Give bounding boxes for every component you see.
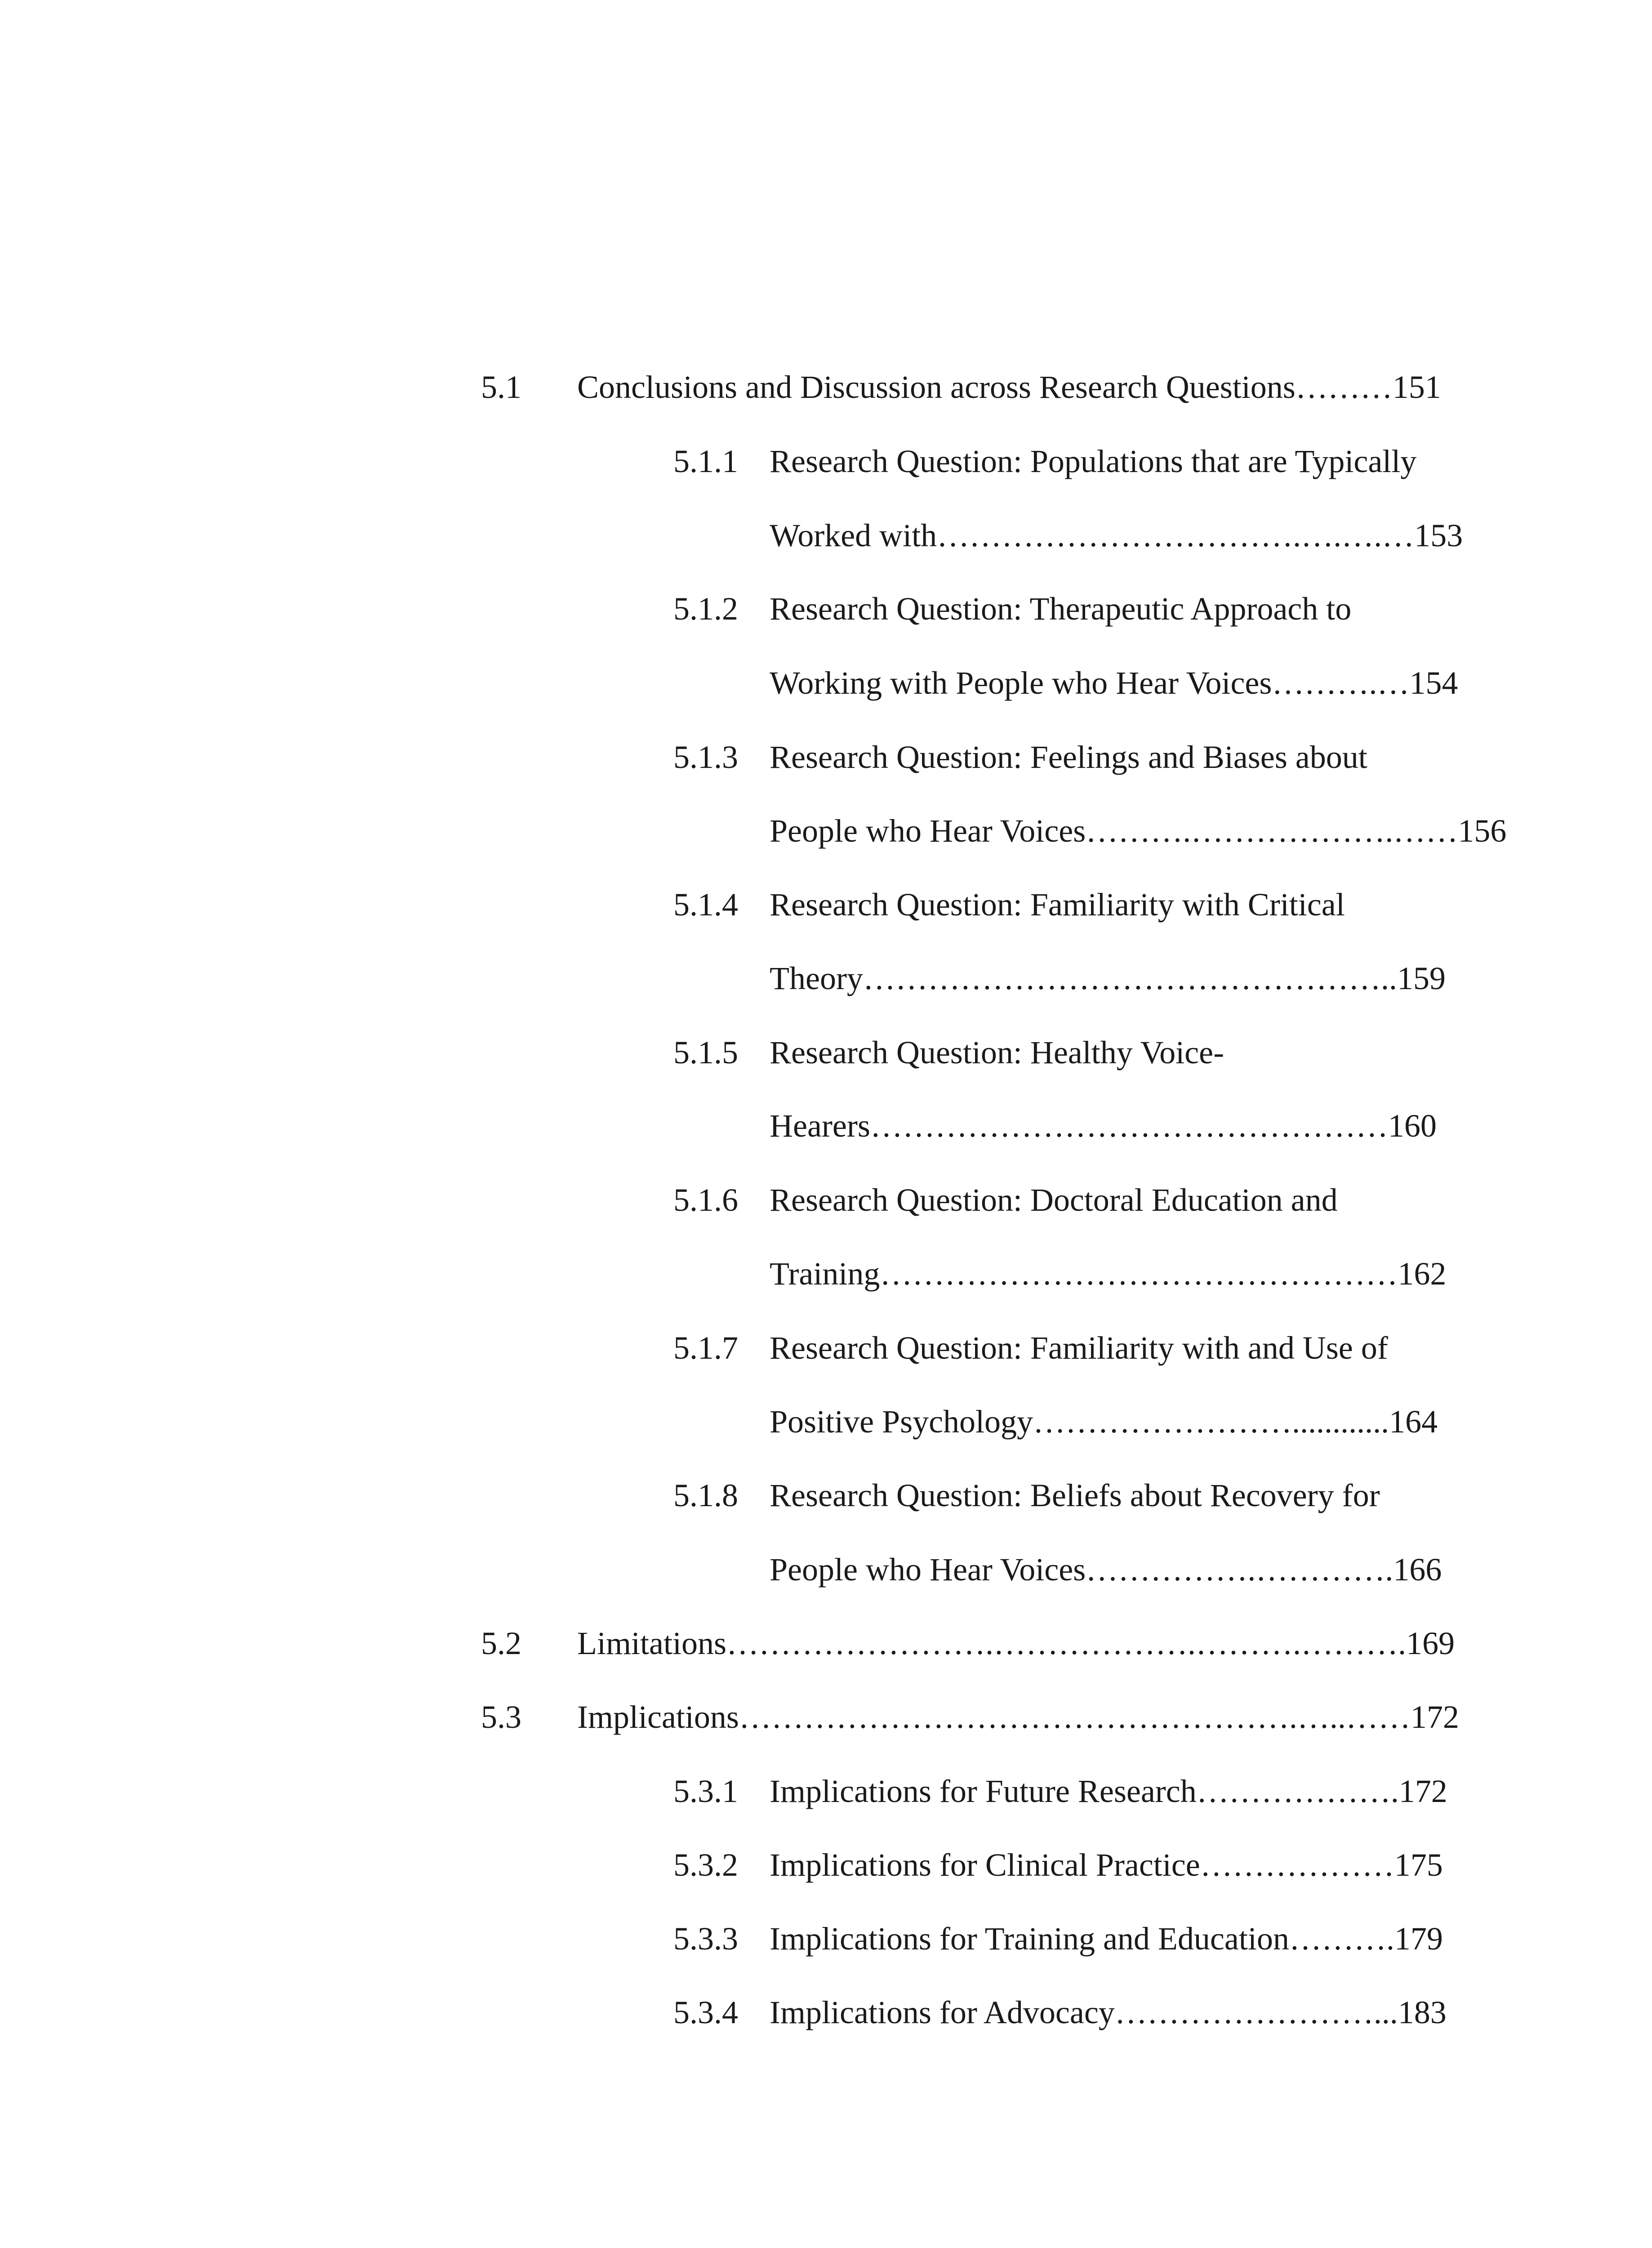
toc-title-continuation: Worked with…………………………….….….…153 (770, 517, 1463, 553)
toc-number: 5.3.4 (673, 1994, 738, 2030)
toc-number: 5.1.2 (673, 591, 738, 627)
toc-title: Implications for Training and Education……….179 (770, 1921, 1443, 1957)
toc-number: 5.1.5 (673, 1035, 738, 1070)
toc-number: 5.1 (481, 369, 521, 405)
toc-title-continuation: People who Hear Voices……….……………….……156 (770, 813, 1507, 849)
toc-title: Research Question: Familiarity with Critical (770, 887, 1345, 923)
toc-number: 5.1.1 (673, 443, 738, 479)
toc-title: Implications for Clinical Practice………………175 (770, 1847, 1443, 1883)
toc-number: 5.3.2 (673, 1847, 738, 1883)
toc-title-continuation: Positive Psychology……………………............164 (770, 1404, 1438, 1440)
toc-number: 5.1.6 (673, 1182, 738, 1218)
toc-number: 5.1.4 (673, 887, 738, 923)
toc-number: 5.1.3 (673, 739, 738, 775)
toc-number: 5.3.1 (673, 1773, 738, 1809)
toc-title: Research Question: Familiarity with and Use of (770, 1330, 1388, 1366)
toc-title: Implications for Advocacy……………………...183 (770, 1994, 1447, 2030)
toc-title: Research Question: Beliefs about Recovery for (770, 1477, 1380, 1513)
toc-title: Research Question: Populations that are Typically (770, 443, 1417, 479)
toc-title: Limitations…………………….……………….……….……….169 (577, 1625, 1455, 1661)
toc-title-continuation: Training…………………………………………162 (770, 1256, 1447, 1292)
toc-title: Research Question: Feelings and Biases about (770, 739, 1367, 775)
toc-title: Research Question: Doctoral Education and (770, 1182, 1338, 1218)
toc-title-continuation: Theory…………………………………………..159 (770, 960, 1446, 996)
toc-number: 5.3 (481, 1699, 521, 1735)
toc-number: 5.3.3 (673, 1921, 738, 1957)
toc-title: Implications…………………………………………….…..……172 (577, 1699, 1459, 1735)
toc-title: Implications for Future Research……………….172 (770, 1773, 1447, 1809)
toc-title: Conclusions and Discussion across Research Questions………151 (577, 369, 1441, 405)
toc-title-continuation: Working with People who Hear Voices……….…154 (770, 665, 1458, 701)
toc-title: Research Question: Therapeutic Approach to (770, 591, 1352, 627)
toc-title-continuation: Hearers…………………………………………160 (770, 1108, 1437, 1144)
toc-title: Research Question: Healthy Voice- (770, 1035, 1225, 1070)
toc-number: 5.1.8 (673, 1477, 738, 1513)
toc-title-continuation: People who Hear Voices…………….………….166 (770, 1552, 1442, 1588)
toc-number: 5.1.7 (673, 1330, 738, 1366)
toc-number: 5.2 (481, 1625, 521, 1661)
